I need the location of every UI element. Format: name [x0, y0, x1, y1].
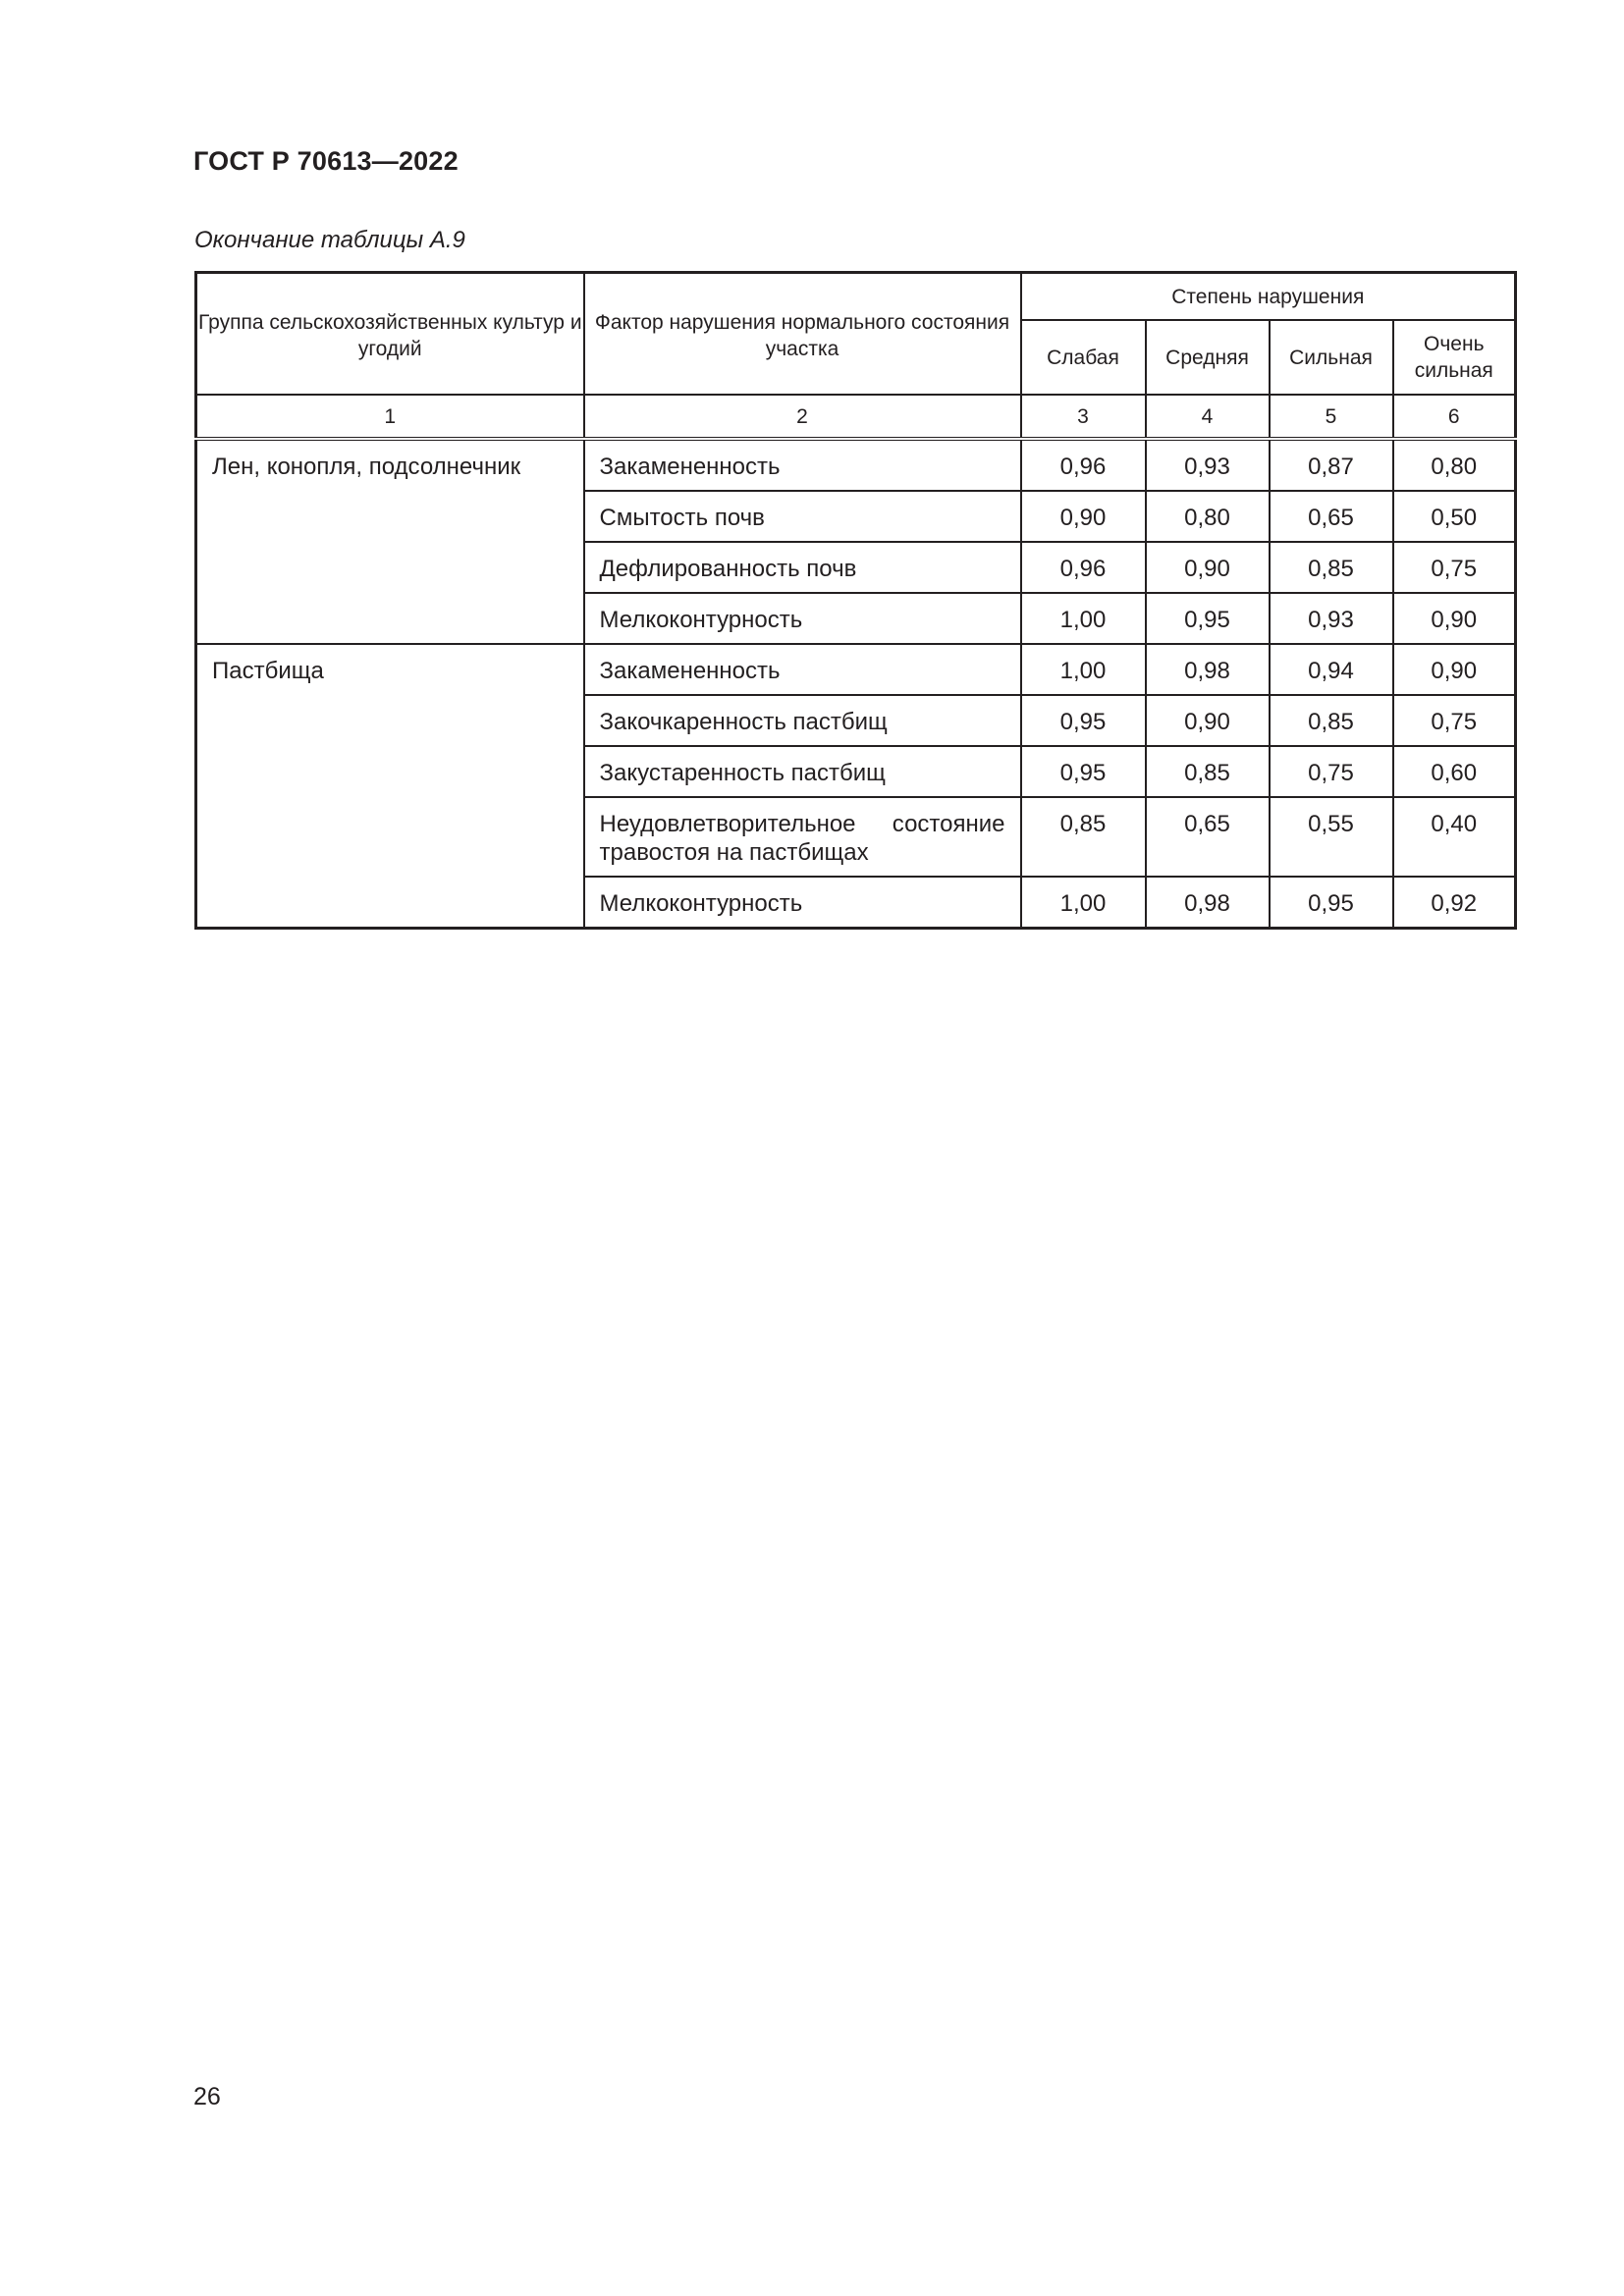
value-medium: 0,95	[1146, 593, 1270, 644]
value-medium: 0,65	[1146, 797, 1270, 877]
value-very-strong: 0,92	[1393, 877, 1516, 929]
value-very-strong: 0,80	[1393, 439, 1516, 491]
value-weak: 0,95	[1021, 746, 1146, 797]
header-degree-medium: Средняя	[1146, 320, 1270, 395]
value-weak: 0,85	[1021, 797, 1146, 877]
value-very-strong: 0,40	[1393, 797, 1516, 877]
factor-name: Мелкоконтурность	[584, 877, 1021, 929]
page-number: 26	[193, 2083, 221, 2110]
value-weak: 1,00	[1021, 593, 1146, 644]
value-medium: 0,90	[1146, 695, 1270, 746]
value-very-strong: 0,75	[1393, 542, 1516, 593]
value-medium: 0,90	[1146, 542, 1270, 593]
column-number: 5	[1270, 395, 1393, 439]
factor-name: Закамененность	[584, 439, 1021, 491]
value-strong: 0,87	[1270, 439, 1393, 491]
table-row	[196, 644, 1516, 695]
value-strong: 0,93	[1270, 593, 1393, 644]
table-row	[196, 439, 1516, 491]
value-medium: 0,98	[1146, 877, 1270, 929]
header-degree-weak: Слабая	[1021, 320, 1146, 395]
value-medium: 0,80	[1146, 491, 1270, 542]
value-very-strong: 0,50	[1393, 491, 1516, 542]
factor-name: Смытость почв	[584, 491, 1021, 542]
value-medium: 0,93	[1146, 439, 1270, 491]
group-name: Лен, конопля, подсолнечник	[196, 439, 584, 644]
value-strong: 0,55	[1270, 797, 1393, 877]
column-number: 6	[1393, 395, 1516, 439]
header-degree-strong: Сильная	[1270, 320, 1393, 395]
value-medium: 0,85	[1146, 746, 1270, 797]
value-weak: 0,95	[1021, 695, 1146, 746]
column-number: 1	[196, 395, 584, 439]
column-number: 4	[1146, 395, 1270, 439]
factor-name: Закамененность	[584, 644, 1021, 695]
value-weak: 1,00	[1021, 644, 1146, 695]
value-very-strong: 0,60	[1393, 746, 1516, 797]
group-name: Пастбища	[196, 644, 584, 929]
value-strong: 0,85	[1270, 542, 1393, 593]
value-strong: 0,85	[1270, 695, 1393, 746]
factor-name: Неудовлетворительное состояние травостоя на пастбищах	[584, 797, 1021, 877]
value-strong: 0,65	[1270, 491, 1393, 542]
factor-name: Дефлированность почв	[584, 542, 1021, 593]
column-number: 2	[584, 395, 1021, 439]
value-weak: 1,00	[1021, 877, 1146, 929]
column-number: 3	[1021, 395, 1146, 439]
header-factor: Фактор нарушения нормального состояния участка	[584, 273, 1021, 396]
value-strong: 0,94	[1270, 644, 1393, 695]
factor-name: Закочкаренность пастбищ	[584, 695, 1021, 746]
header-degree: Степень нарушения	[1021, 273, 1516, 321]
value-strong: 0,95	[1270, 877, 1393, 929]
header-degree-very-strong: Очень сильная	[1393, 320, 1516, 395]
data-table	[194, 271, 1517, 930]
value-very-strong: 0,75	[1393, 695, 1516, 746]
value-weak: 0,96	[1021, 439, 1146, 491]
value-very-strong: 0,90	[1393, 593, 1516, 644]
table-caption: Окончание таблицы А.9	[194, 227, 465, 253]
value-very-strong: 0,90	[1393, 644, 1516, 695]
value-medium: 0,98	[1146, 644, 1270, 695]
header-group: Группа сельскохозяйственных культур и угодий	[196, 273, 584, 396]
value-strong: 0,75	[1270, 746, 1393, 797]
value-weak: 0,90	[1021, 491, 1146, 542]
document-code: ГОСТ Р 70613—2022	[193, 146, 459, 176]
value-weak: 0,96	[1021, 542, 1146, 593]
factor-name: Закустаренность пастбищ	[584, 746, 1021, 797]
factor-name: Мелкоконтурность	[584, 593, 1021, 644]
